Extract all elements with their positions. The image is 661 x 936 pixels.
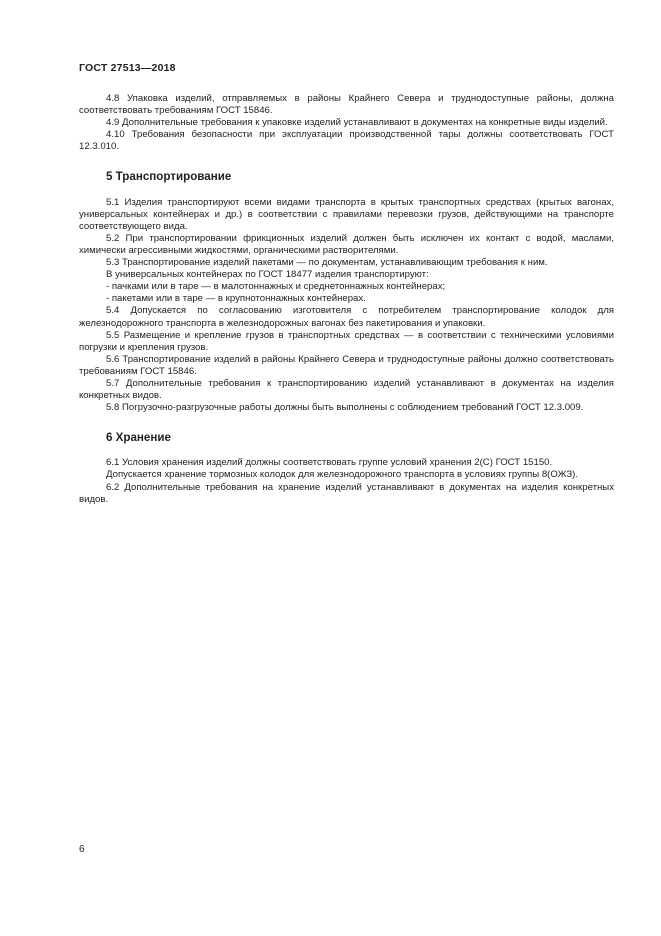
paragraph-5-3: 5.3 Транспортирование изделий пакетами — по документам, устанавливающим требования к ним.: [106, 257, 548, 269]
paragraph-5-6: 5.6 Транспортирование изделий в районы Крайнего Севера и труднодоступные районы должно соответствовать требованиям ГОСТ 15846.: [79, 353, 614, 377]
paragraph-5-4: 5.4 Допускается по согласованию изготовителя с потребителем транспортирование колодок для железнодорожного транспорта в железнодорожных вагонах без пакетирования и упаковки.: [79, 305, 614, 329]
paragraph-5-2: 5.2 При транспортировании фрикционных изделий должен быть исключен их контакт с водой, маслами, химически агрессивными жидкостями, органическими растворителями.: [79, 232, 614, 256]
paragraph-4-9: 4.9 Дополнительные требования к упаковке изделий устанавливают в документах на конкретные виды изделий.: [106, 117, 608, 129]
section-5-heading: 5 Транспортирование: [106, 170, 232, 184]
paragraph-5-3-containers: В универсальных контейнерах по ГОСТ 18477 изделия транспортируют:: [106, 269, 429, 281]
list-item-dash-2: - пакетами или в таре — в крупнотоннажных контейнерах.: [106, 293, 366, 305]
paragraph-5-5: 5.5 Размещение и крепление грузов в транспортных средствах — в соответствии с техническими условиями погрузки и крепления грузов.: [79, 329, 614, 353]
section-6-heading: 6 Хранение: [106, 431, 171, 445]
paragraph-6-1-allowance: Допускается хранение тормозных колодок для железнодорожного транспорта в условиях группы 8(ОЖЗ).: [106, 469, 579, 481]
paragraph-5-8: 5.8 Погрузочно-разгрузочные работы должны быть выполнены с соблюдением требований ГОСТ 12.3.009.: [106, 402, 584, 414]
document-code-header: ГОСТ 27513—2018: [79, 62, 176, 74]
paragraph-5-7: 5.7 Дополнительные требования к транспортированию изделий устанавливают в документах на изделия конкретных видов.: [79, 377, 614, 402]
paragraph-4-10: 4.10 Требования безопасности при эксплуатации производственной тары должны соответствовать ГОСТ 12.3.010.: [79, 129, 614, 153]
paragraph-6-2: 6.2 Дополнительные требования на хранение изделий устанавливают в документах на изделия конкретных видов.: [79, 481, 614, 505]
paragraph-5-1: 5.1 Изделия транспортируют всеми видами транспорта в крытых транспортных средствах (крытых вагонах, универсальных контейнерах и др.) в соответствии с правилами перевозки грузов, действующими на транспорте соответствующего вида.: [79, 196, 614, 232]
document-body: [79, 93, 614, 506]
page-number: 6: [79, 844, 85, 855]
paragraph-4-8: 4.8 Упаковка изделий, отправляемых в районы Крайнего Севера и труднодоступные районы, должна соответствовать требованиям ГОСТ 15846.: [79, 93, 614, 117]
paragraph-6-1: 6.1 Условия хранения изделий должны соответствовать группе условий хранения 2(С) ГОСТ 15150.: [106, 457, 553, 469]
list-item-dash-1: - пачками или в таре — в малотоннажных и среднетоннажных контейнерах;: [106, 281, 446, 293]
